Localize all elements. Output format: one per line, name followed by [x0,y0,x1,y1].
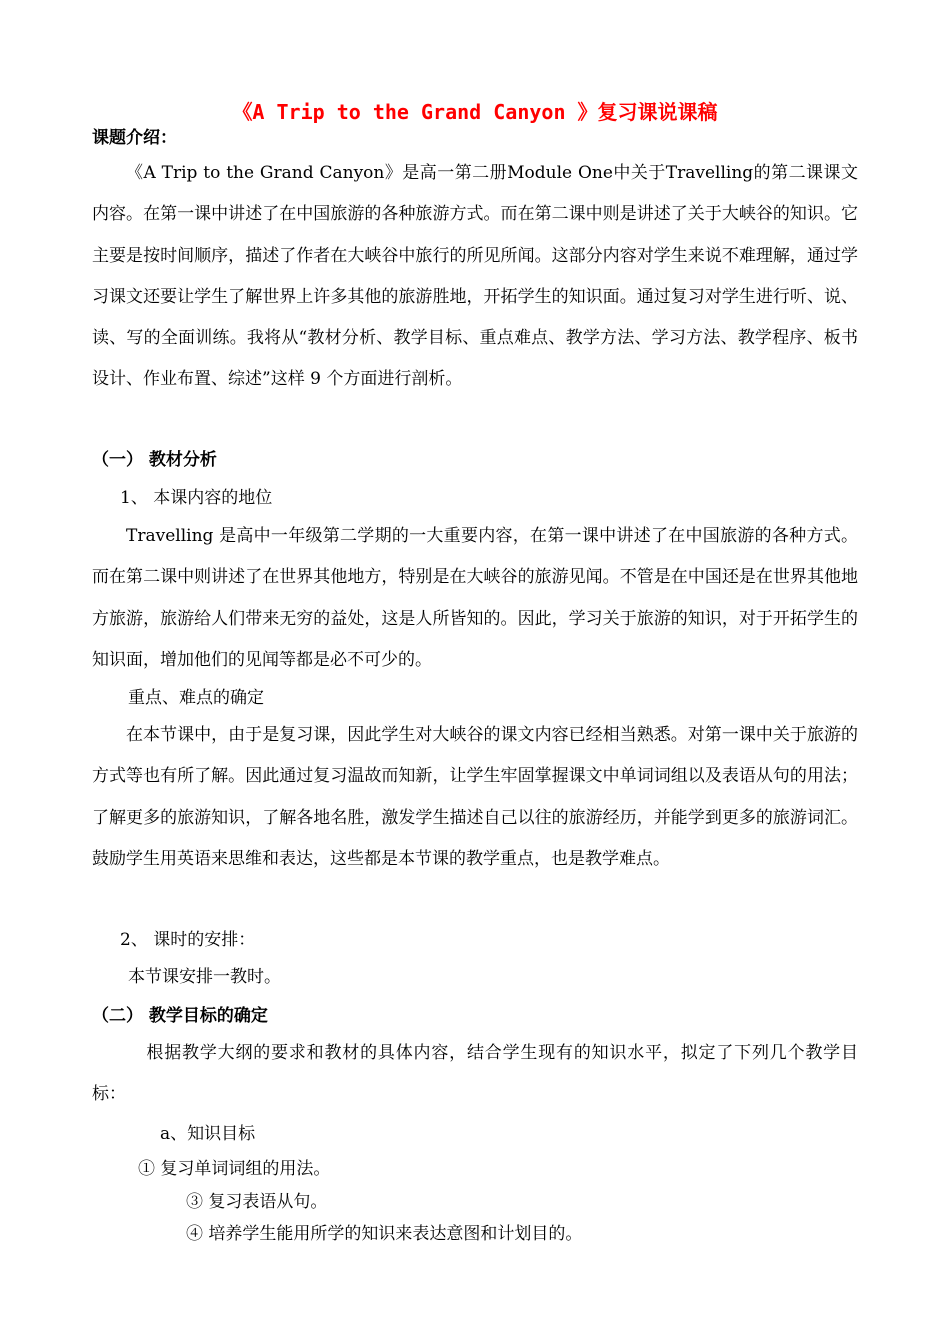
document-title: 《A Trip to the Grand Canyon 》复习课说课稿 [232,100,718,124]
key-points-heading: 重点、难点的确定 [128,688,264,708]
intro-heading: 课题介绍： [92,128,177,148]
intro-paragraph: 《A Trip to the Grand Canyon》是高一第二册Module One中关于Travelling的第二课课文内容。在第一课中讲述了在中国旅游的各种旅游方式。而在第二课中则是讲述了关于大峡谷的知识。它主要是按时间顺序，描述了作者在大峡谷中旅行的所见所闻。这部分内容对学生来说不难理解，通过学习课文还要让学生了解世界上许多其他的旅游胜地，开拓学生的知识面。通过复习对学生进行听、说、读、写的全面训练。我将从“教材分析、教学目标、重点难点、教学方法、学习方法、教学程序、板书设计、作业布置、综述”这样 9 个方面进行剖析。 [92,163,858,390]
item2-heading: 2、 课时的安排： [120,930,256,950]
section2-paragraph: 根据教学大纲的要求和教材的具体内容，结合学生现有的知识水平，拟定了下列几个教学目标： [92,1043,858,1105]
goal-a-heading: a、知识目标 [160,1124,256,1144]
goal-item-3: ③ 复习表语从句。 [186,1192,328,1212]
goal-item-4: ④ 培养学生能用所学的知识来表达意图和计划目的。 [186,1224,583,1244]
section1-heading: （一） 教材分析 [92,450,217,470]
item1-paragraph: Travelling 是高中一年级第二学期的一大重要内容，在第一课中讲述了在中国旅游的各种方式。而在第二课中则讲述了在世界其他地方，特别是在大峡谷的旅游见闻。不管是在中国还是在世界其他地方旅游，旅游给人们带来无穷的益处，这是人所皆知的。因此，学习关于旅游的知识，对于开拓学生的知识面，增加他们的见闻等都是必不可少的。 [92,526,858,670]
section2-heading: （二） 教学目标的确定 [92,1006,268,1026]
item1-heading: 1、 本课内容的地位 [120,488,273,508]
item2-text: 本节课安排一教时。 [128,967,281,987]
key-points-paragraph: 在本节课中，由于是复习课，因此学生对大峡谷的课文内容已经相当熟悉。对第一课中关于旅游的方式等也有所了解。因此通过复习温故而知新，让学生牢固掌握课文中单词词组以及表语从句的用法；了解更多的旅游知识，了解各地名胜，激发学生描述自己以往的旅游经历，并能学到更多的旅游词汇。鼓励学生用英语来思维和表达，这些都是本节课的教学重点，也是教学难点。 [92,725,858,869]
goal-item-1: ① 复习单词词组的用法。 [138,1159,331,1179]
